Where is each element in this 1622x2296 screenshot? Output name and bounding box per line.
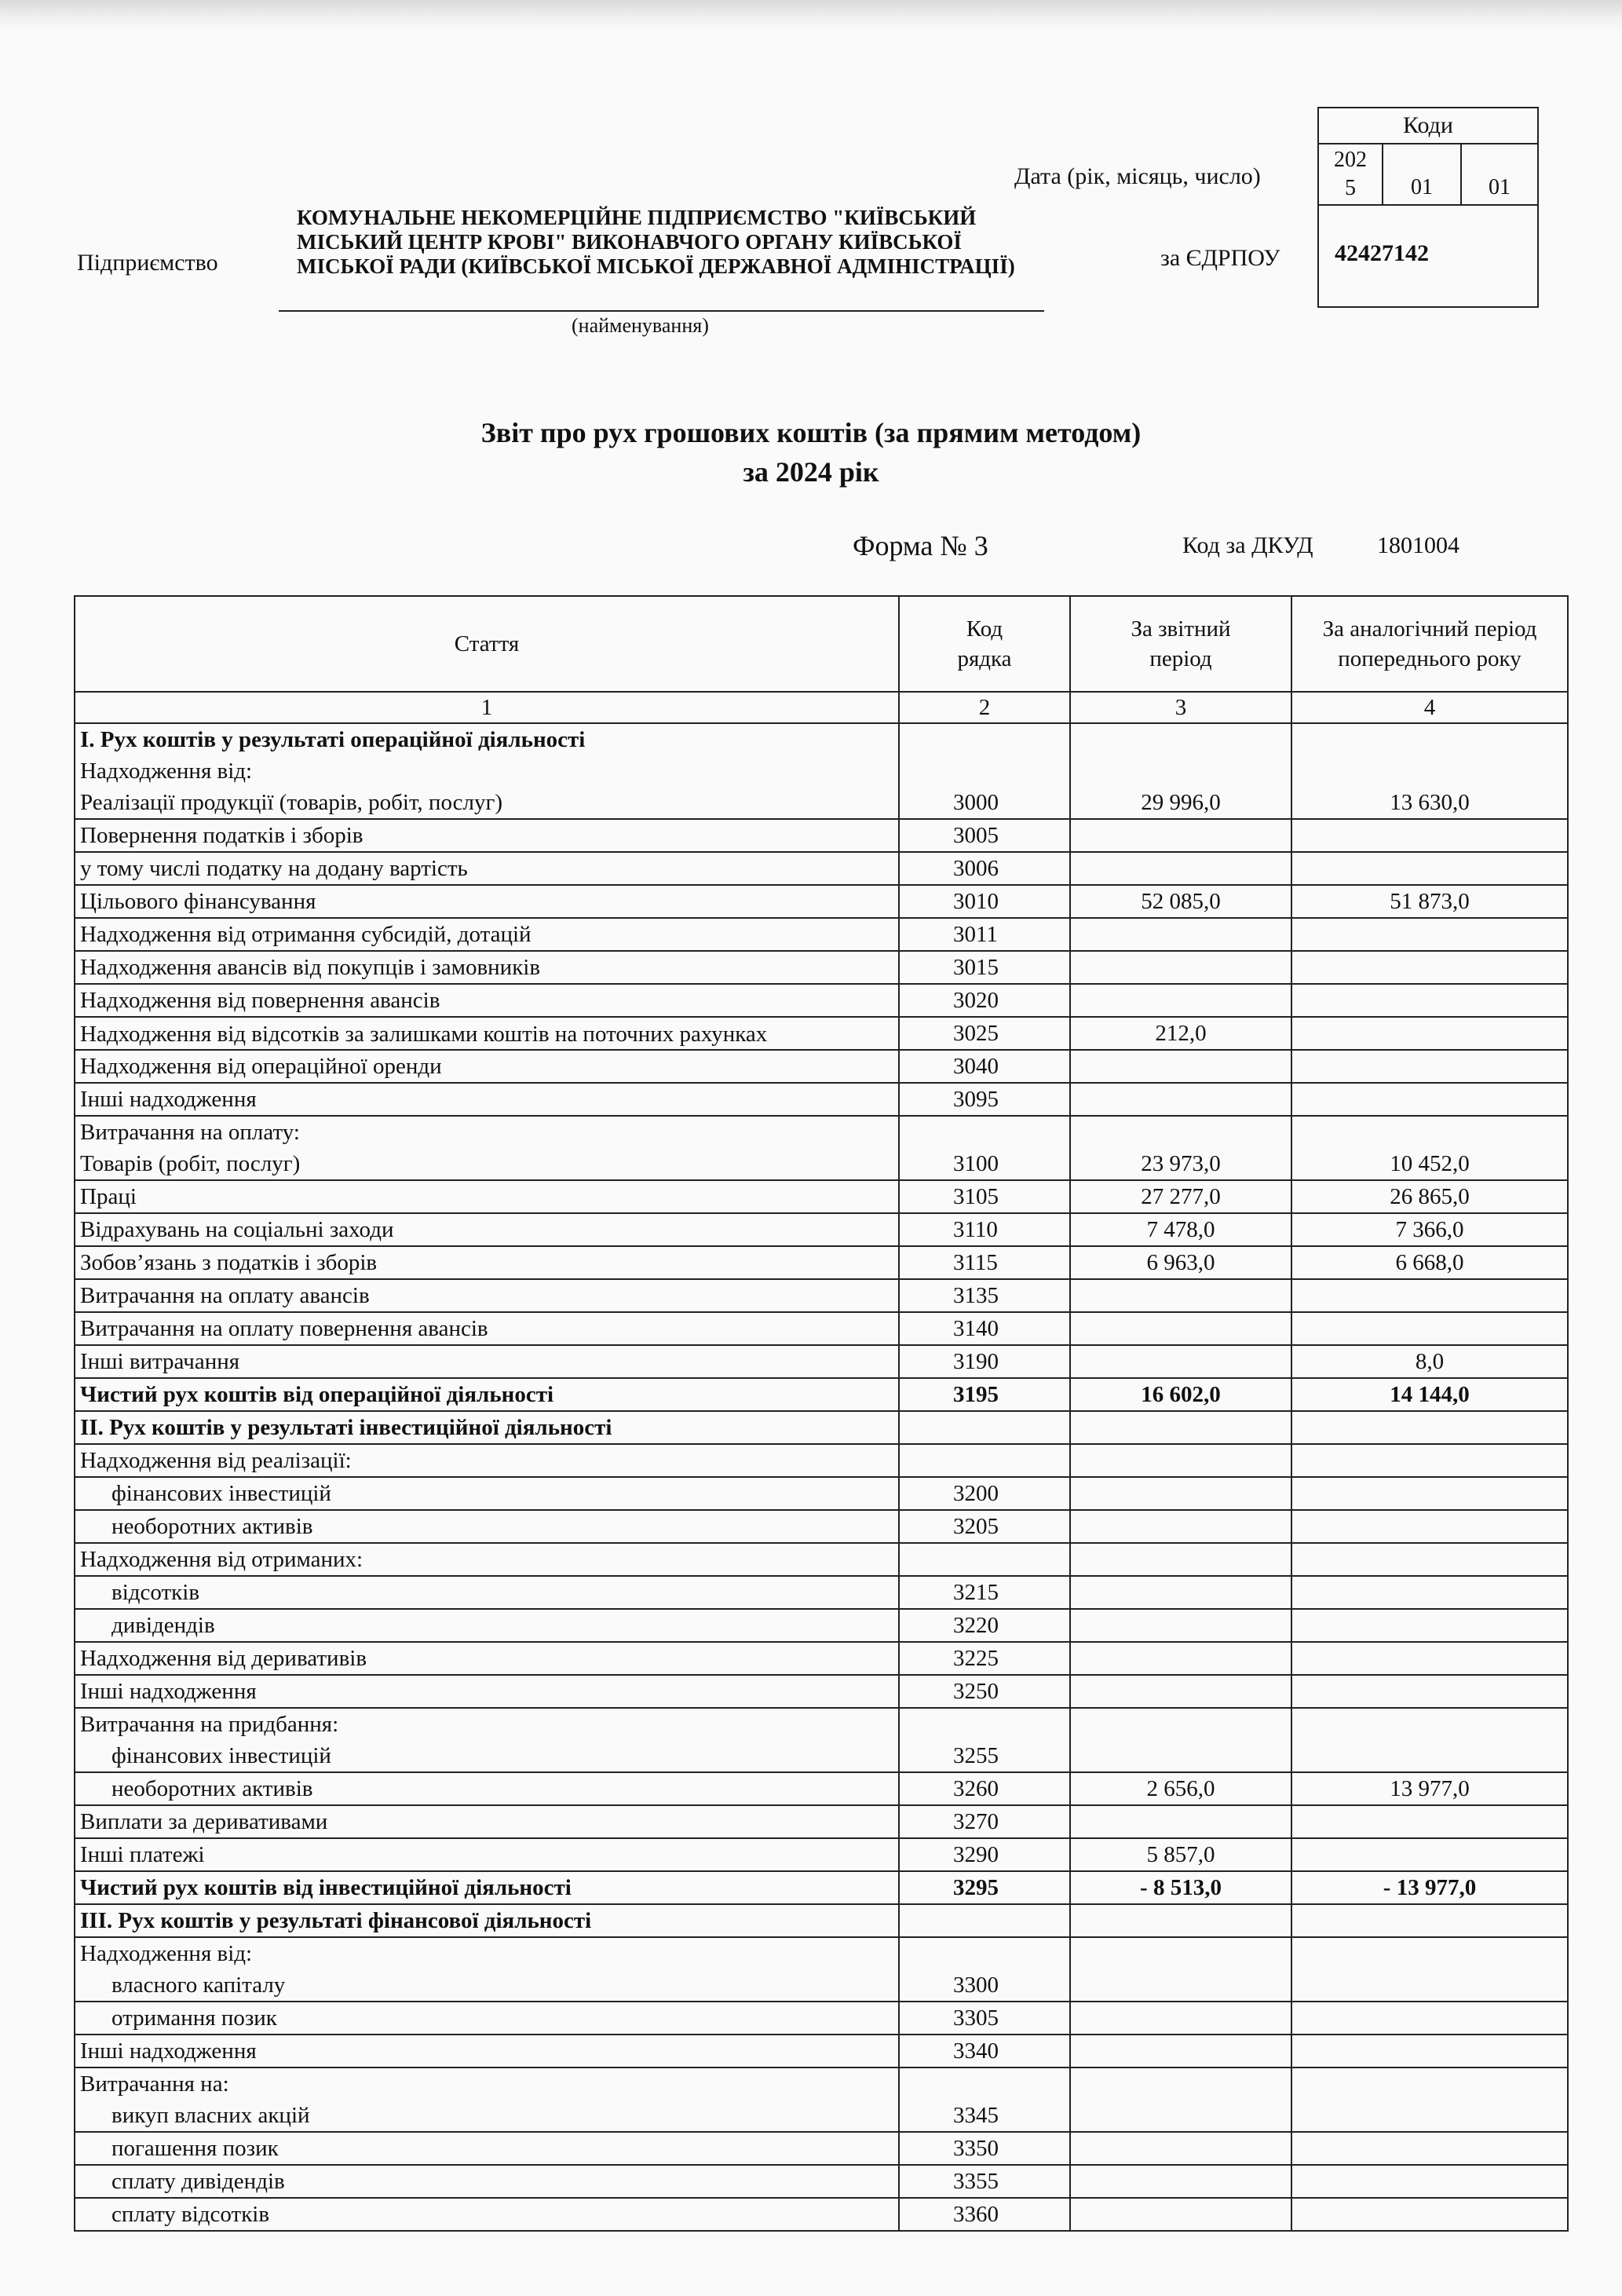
row-current-value — [1070, 1411, 1291, 1444]
table-row — [75, 1444, 1568, 1477]
row-current-value — [1070, 1510, 1291, 1543]
row-label — [75, 1576, 899, 1609]
row-previous-value — [1291, 1675, 1568, 1708]
col-number-3: 3 — [1070, 692, 1291, 723]
row-current-value — [1070, 951, 1291, 984]
row-current-value — [1070, 1083, 1291, 1116]
cash-flow-table — [74, 595, 1569, 2232]
row-label-text: Інші платежі — [80, 1842, 205, 1867]
row-label-text: власного капіталу — [111, 1972, 286, 1998]
row-label-text: Надходження від операційної оренди — [80, 1054, 442, 1079]
row-label-text: відсотків — [111, 1580, 200, 1605]
header-current-text: За звітний період — [1131, 616, 1231, 671]
row-previous-value — [1291, 1477, 1568, 1510]
row-previous-value — [1291, 2002, 1568, 2035]
table-row — [75, 1345, 1568, 1378]
codes-title: Коди — [1319, 108, 1537, 144]
table-row — [75, 1083, 1568, 1116]
row-previous-value — [1291, 2132, 1568, 2165]
row-code: 3355 — [899, 2165, 1070, 2198]
table-row — [75, 1609, 1568, 1642]
row-label — [75, 819, 899, 852]
row-label — [75, 1279, 899, 1312]
row-previous-value — [1291, 1411, 1568, 1444]
table-row — [75, 951, 1568, 984]
table-row — [75, 1411, 1568, 1444]
row-current-value — [1070, 2132, 1291, 2165]
row-previous-value — [1291, 1312, 1568, 1345]
row-code: 3260 — [899, 1772, 1070, 1805]
form-label: Форма № 3 — [853, 530, 988, 561]
row-previous-value: 6 668,0 — [1291, 1246, 1568, 1279]
date-year-part: 5 — [1345, 176, 1356, 200]
row-label — [75, 723, 899, 819]
row-code — [899, 1543, 1070, 1576]
row-label-text: Надходження від отримання субсидій, дотацій — [80, 922, 532, 947]
header-code — [899, 596, 1070, 692]
row-current-value — [1070, 1708, 1291, 1772]
row-label-text: Праці — [80, 1184, 137, 1209]
row-label-text: Повернення податків і зборів — [80, 823, 363, 848]
row-label-text: Надходження від відсотків за залишками коштів на поточних рахунках — [80, 1022, 768, 1047]
row-label — [75, 1180, 899, 1213]
row-code — [899, 1904, 1070, 1937]
table-row — [75, 1017, 1568, 1050]
table-row — [75, 1279, 1568, 1312]
date-year-part: 202 — [1334, 148, 1367, 172]
row-label-text: Зобов’язань з податків і зборів — [80, 1250, 378, 1275]
table-header-row — [75, 596, 1568, 692]
header-previous-text: За аналогічний період попереднього року — [1322, 616, 1537, 671]
table-row — [75, 852, 1568, 885]
row-label — [75, 1017, 899, 1050]
report-title: Звіт про рух грошових коштів (за прямим методом) — [480, 417, 1142, 448]
table-row — [75, 1805, 1568, 1838]
table-row — [75, 1871, 1568, 1904]
row-code — [899, 1411, 1070, 1444]
row-code: 3095 — [899, 1083, 1070, 1116]
row-label-text: Інші витрачання — [80, 1349, 240, 1374]
row-label — [75, 1050, 899, 1083]
table-row — [75, 1180, 1568, 1213]
row-label — [75, 1116, 899, 1180]
table-row — [75, 819, 1568, 852]
row-previous-value: 8,0 — [1291, 1345, 1568, 1378]
codes-box — [1317, 107, 1539, 308]
row-previous-value — [1291, 1017, 1568, 1050]
row-code: 3225 — [899, 1642, 1070, 1675]
name-underline — [279, 310, 1044, 312]
row-current-value: - 8 513,0 — [1070, 1871, 1291, 1904]
row-code: 3110 — [899, 1213, 1070, 1246]
scan-edge — [0, 0, 1622, 31]
row-current-value — [1070, 2002, 1291, 2035]
row-label — [75, 1543, 899, 1576]
row-current-value — [1070, 1642, 1291, 1675]
row-current-value — [1070, 1543, 1291, 1576]
row-code: 3011 — [899, 918, 1070, 951]
row-current-value — [1070, 819, 1291, 852]
row-label-text: фінансових інвестицій — [111, 1481, 331, 1506]
row-previous-value: 13 977,0 — [1291, 1772, 1568, 1805]
row-label-text: Товарів (робіт, послуг) — [80, 1151, 301, 1176]
row-label-text: Надходження від реалізації: — [80, 1448, 352, 1473]
table-row — [75, 1838, 1568, 1871]
date-day: 01 — [1489, 175, 1511, 199]
row-previous-value: 13 630,0 — [1291, 723, 1568, 819]
row-code: 3100 — [899, 1116, 1070, 1180]
row-current-value — [1070, 1279, 1291, 1312]
row-current-value — [1070, 1805, 1291, 1838]
row-label — [75, 2132, 899, 2165]
table-row — [75, 984, 1568, 1017]
row-label-text: Надходження від деривативів — [80, 1646, 367, 1671]
row-previous-value: 10 452,0 — [1291, 1116, 1568, 1180]
row-code: 3360 — [899, 2198, 1070, 2231]
row-code: 3345 — [899, 2067, 1070, 2132]
row-label — [75, 1312, 899, 1345]
row-label — [75, 1937, 899, 2002]
row-label — [75, 1904, 899, 1937]
date-label: Дата (рік, місяць, число) — [1014, 163, 1261, 189]
row-current-value — [1070, 1444, 1291, 1477]
row-current-value: 6 963,0 — [1070, 1246, 1291, 1279]
row-code: 3205 — [899, 1510, 1070, 1543]
row-label-text: Надходження від повернення авансів — [80, 988, 440, 1013]
row-label-text: Відрахувань на соціальні заходи — [80, 1217, 394, 1242]
dkud-code: 1801004 — [1377, 532, 1459, 558]
row-label — [75, 1411, 899, 1444]
row-label-text: Витрачання на оплату повернення авансів — [80, 1316, 488, 1341]
row-current-value: 29 996,0 — [1070, 723, 1291, 819]
row-previous-value — [1291, 1050, 1568, 1083]
row-code: 3000 — [899, 723, 1070, 819]
row-code: 3290 — [899, 1838, 1070, 1871]
row-code: 3040 — [899, 1050, 1070, 1083]
row-label-text: Інші надходження — [80, 1087, 257, 1112]
table-row — [75, 1576, 1568, 1609]
row-code: 3340 — [899, 2035, 1070, 2067]
table-row — [75, 885, 1568, 918]
table-row — [75, 1213, 1568, 1246]
row-code — [899, 1444, 1070, 1477]
row-label — [75, 852, 899, 885]
row-previous-value — [1291, 918, 1568, 951]
report-period: за 2024 рік — [743, 456, 879, 488]
row-current-value: 5 857,0 — [1070, 1838, 1291, 1871]
row-current-value: 52 085,0 — [1070, 885, 1291, 918]
row-current-value: 7 478,0 — [1070, 1213, 1291, 1246]
date-year-text — [1319, 146, 1382, 203]
row-previous-value — [1291, 1609, 1568, 1642]
col-number-1: 1 — [75, 692, 899, 723]
table-row — [75, 2132, 1568, 2165]
row-code: 3220 — [899, 1609, 1070, 1642]
row-label-text: ІІ. Рух коштів у результаті інвестиційної діяльності — [80, 1415, 612, 1440]
row-label-text: Чистий рух коштів від операційної діяльності — [80, 1382, 554, 1407]
table-row — [75, 2002, 1568, 2035]
row-current-value: 23 973,0 — [1070, 1116, 1291, 1180]
row-label-text: Цільового фінансування — [80, 889, 316, 914]
name-caption: (найменування) — [572, 314, 709, 337]
row-previous-value — [1291, 951, 1568, 984]
row-label — [75, 1838, 899, 1871]
row-previous-value — [1291, 1838, 1568, 1871]
row-code: 3200 — [899, 1477, 1070, 1510]
edrpou-label: за ЄДРПОУ — [1160, 245, 1280, 271]
table-row — [75, 1543, 1568, 1576]
row-label-text: Виплати за деривативами — [80, 1809, 328, 1834]
row-code: 3115 — [899, 1246, 1070, 1279]
row-code: 3010 — [899, 885, 1070, 918]
row-label-text: фінансових інвестицій — [111, 1743, 331, 1768]
row-label-text: у тому числі податку на додану вартість — [80, 856, 468, 881]
row-previous-value — [1291, 1444, 1568, 1477]
row-code: 3255 — [899, 1708, 1070, 1772]
row-current-value: 27 277,0 — [1070, 1180, 1291, 1213]
row-label — [75, 1345, 899, 1378]
table-row — [75, 1510, 1568, 1543]
row-code: 3025 — [899, 1017, 1070, 1050]
table-row — [75, 1904, 1568, 1937]
table-row — [75, 1937, 1568, 2002]
row-current-value: 212,0 — [1070, 1017, 1291, 1050]
row-previous-value — [1291, 1279, 1568, 1312]
row-current-value — [1070, 1675, 1291, 1708]
row-current-value — [1070, 984, 1291, 1017]
row-current-value — [1070, 1477, 1291, 1510]
row-code: 3190 — [899, 1345, 1070, 1378]
row-previous-value — [1291, 2035, 1568, 2067]
dkud-label: Код за ДКУД — [1182, 532, 1313, 558]
col-number-4: 4 — [1291, 692, 1568, 723]
row-current-value — [1070, 1609, 1291, 1642]
row-previous-value — [1291, 984, 1568, 1017]
row-label-text: Надходження авансів від покупців і замовників — [80, 955, 541, 980]
date-month: 01 — [1383, 143, 1462, 204]
row-label — [75, 984, 899, 1017]
row-label — [75, 885, 899, 918]
row-current-value — [1070, 2165, 1291, 2198]
header-previous — [1291, 596, 1568, 692]
row-code: 3350 — [899, 2132, 1070, 2165]
row-label — [75, 1871, 899, 1904]
row-label — [75, 918, 899, 951]
row-code: 3250 — [899, 1675, 1070, 1708]
row-label-text: необоротних активів — [111, 1776, 313, 1801]
row-label — [75, 2165, 899, 2198]
row-code: 3005 — [899, 819, 1070, 852]
table-row — [75, 2198, 1568, 2231]
row-label-text: погашення позик — [111, 2136, 279, 2161]
table-row — [75, 1312, 1568, 1345]
table-row — [75, 1477, 1568, 1510]
row-label-text: ІІІ. Рух коштів у результаті фінансової діяльності — [80, 1908, 592, 1933]
row-label — [75, 1213, 899, 1246]
table-row — [75, 2035, 1568, 2067]
row-previous-value: 14 144,0 — [1291, 1378, 1568, 1411]
row-previous-value: 51 873,0 — [1291, 885, 1568, 918]
row-label-text: Інші надходження — [80, 2038, 257, 2064]
row-label — [75, 1510, 899, 1543]
row-current-value — [1070, 1937, 1291, 2002]
row-label — [75, 2002, 899, 2035]
row-current-value — [1070, 1312, 1291, 1345]
enterprise-name: КОМУНАЛЬНЕ НЕКОМЕРЦІЙНЕ ПІДПРИЄМСТВО "КИЇВСЬКИЙ МІСЬКИЙ ЦЕНТР КРОВІ" ВИКОНАВЧОГО ОРГАНУ КИЇВСЬКОЇ МІСЬКОЇ РАДИ (КИЇВСЬКОЇ МІСЬКОЇ ДЕРЖАВНОЇ АДМІНІСТРАЦІЇ) — [297, 206, 1015, 278]
row-label — [75, 1083, 899, 1116]
row-current-value: 16 602,0 — [1070, 1378, 1291, 1411]
row-label — [75, 951, 899, 984]
row-label-text: Чистий рух коштів від інвестиційної діяльності — [80, 1875, 572, 1900]
row-previous-value — [1291, 1937, 1568, 2002]
row-previous-value — [1291, 1510, 1568, 1543]
row-label-text: Надходження від: — [80, 1941, 253, 1966]
row-previous-value: 7 366,0 — [1291, 1213, 1568, 1246]
row-previous-value — [1291, 1543, 1568, 1576]
row-previous-value — [1291, 1805, 1568, 1838]
row-label-text: Надходження від отриманих: — [80, 1547, 363, 1572]
row-previous-value — [1291, 1083, 1568, 1116]
table-row — [75, 918, 1568, 951]
row-previous-value — [1291, 1642, 1568, 1675]
row-previous-value — [1291, 2165, 1568, 2198]
row-label — [75, 1708, 899, 1772]
table-row — [75, 1708, 1568, 1772]
row-previous-value — [1291, 2067, 1568, 2132]
row-label — [75, 1378, 899, 1411]
row-code: 3006 — [899, 852, 1070, 885]
row-previous-value — [1291, 852, 1568, 885]
row-label — [75, 1675, 899, 1708]
date-cells — [1319, 143, 1537, 206]
row-label-text: Витрачання на оплату: — [80, 1120, 300, 1145]
row-previous-value — [1291, 2198, 1568, 2231]
row-sublabel: Надходження від: — [80, 759, 253, 784]
row-label-text: Витрачання на придбання: — [80, 1712, 339, 1737]
row-previous-value: 26 865,0 — [1291, 1180, 1568, 1213]
header-current — [1070, 596, 1291, 692]
row-current-value — [1070, 852, 1291, 885]
row-code: 3215 — [899, 1576, 1070, 1609]
row-code: 3295 — [899, 1871, 1070, 1904]
row-previous-value — [1291, 1576, 1568, 1609]
table-row — [75, 1050, 1568, 1083]
row-code: 3300 — [899, 1937, 1070, 2002]
table-body — [75, 596, 1568, 2231]
row-label-text: необоротних активів — [111, 1514, 313, 1539]
table-row — [75, 723, 1568, 819]
row-current-value: 2 656,0 — [1070, 1772, 1291, 1805]
row-previous-value — [1291, 1904, 1568, 1937]
table-row — [75, 1116, 1568, 1180]
col-number-2: 2 — [899, 692, 1070, 723]
row-label — [75, 1246, 899, 1279]
table-row — [75, 1378, 1568, 1411]
row-code: 3270 — [899, 1805, 1070, 1838]
row-label-text: сплату дивідендів — [111, 2169, 285, 2194]
row-current-value — [1070, 1904, 1291, 1937]
row-code: 3135 — [899, 1279, 1070, 1312]
row-label-text: дивідендів — [111, 1613, 215, 1638]
row-label — [75, 2198, 899, 2231]
row-previous-value: - 13 977,0 — [1291, 1871, 1568, 1904]
header-article: Стаття — [75, 596, 899, 692]
row-current-value — [1070, 2198, 1291, 2231]
row-label-text: отримання позик — [111, 2005, 277, 2031]
row-code: 3020 — [899, 984, 1070, 1017]
row-label-text: сплату відсотків — [111, 2202, 270, 2227]
row-current-value — [1070, 2067, 1291, 2132]
row-label — [75, 1477, 899, 1510]
row-label-text: Витрачання на оплату авансів — [80, 1283, 370, 1308]
section-title: І. Рух коштів у результаті операційної діяльності — [80, 727, 586, 752]
enterprise-label: Підприємство — [77, 250, 218, 276]
row-code: 3305 — [899, 2002, 1070, 2035]
row-label — [75, 1805, 899, 1838]
row-code: 3195 — [899, 1378, 1070, 1411]
row-code: 3105 — [899, 1180, 1070, 1213]
header-code-text: Код рядка — [957, 616, 1012, 671]
row-current-value — [1070, 1576, 1291, 1609]
row-previous-value — [1291, 1708, 1568, 1772]
table-row — [75, 1642, 1568, 1675]
table-row — [75, 1675, 1568, 1708]
table-row — [75, 2165, 1568, 2198]
row-label — [75, 1642, 899, 1675]
row-label — [75, 1444, 899, 1477]
row-label — [75, 1772, 899, 1805]
row-current-value — [1070, 1345, 1291, 1378]
row-previous-value — [1291, 819, 1568, 852]
date-year — [1319, 143, 1383, 204]
row-label — [75, 1609, 899, 1642]
row-label-text: Реалізації продукції (товарів, робіт, послуг) — [80, 790, 503, 815]
row-current-value — [1070, 1050, 1291, 1083]
row-current-value — [1070, 918, 1291, 951]
row-code: 3140 — [899, 1312, 1070, 1345]
table-row — [75, 1246, 1568, 1279]
row-label-text: Інші надходження — [80, 1679, 257, 1704]
row-label — [75, 2035, 899, 2067]
table-row — [75, 1772, 1568, 1805]
row-label-text: Витрачання на: — [80, 2071, 229, 2097]
row-label — [75, 2067, 899, 2132]
column-numbers-row — [75, 692, 1568, 723]
row-label-text: викуп власних акцій — [111, 2103, 310, 2128]
table-row — [75, 2067, 1568, 2132]
edrpou-code: 42427142 — [1335, 240, 1429, 266]
row-code: 3015 — [899, 951, 1070, 984]
row-current-value — [1070, 2035, 1291, 2067]
